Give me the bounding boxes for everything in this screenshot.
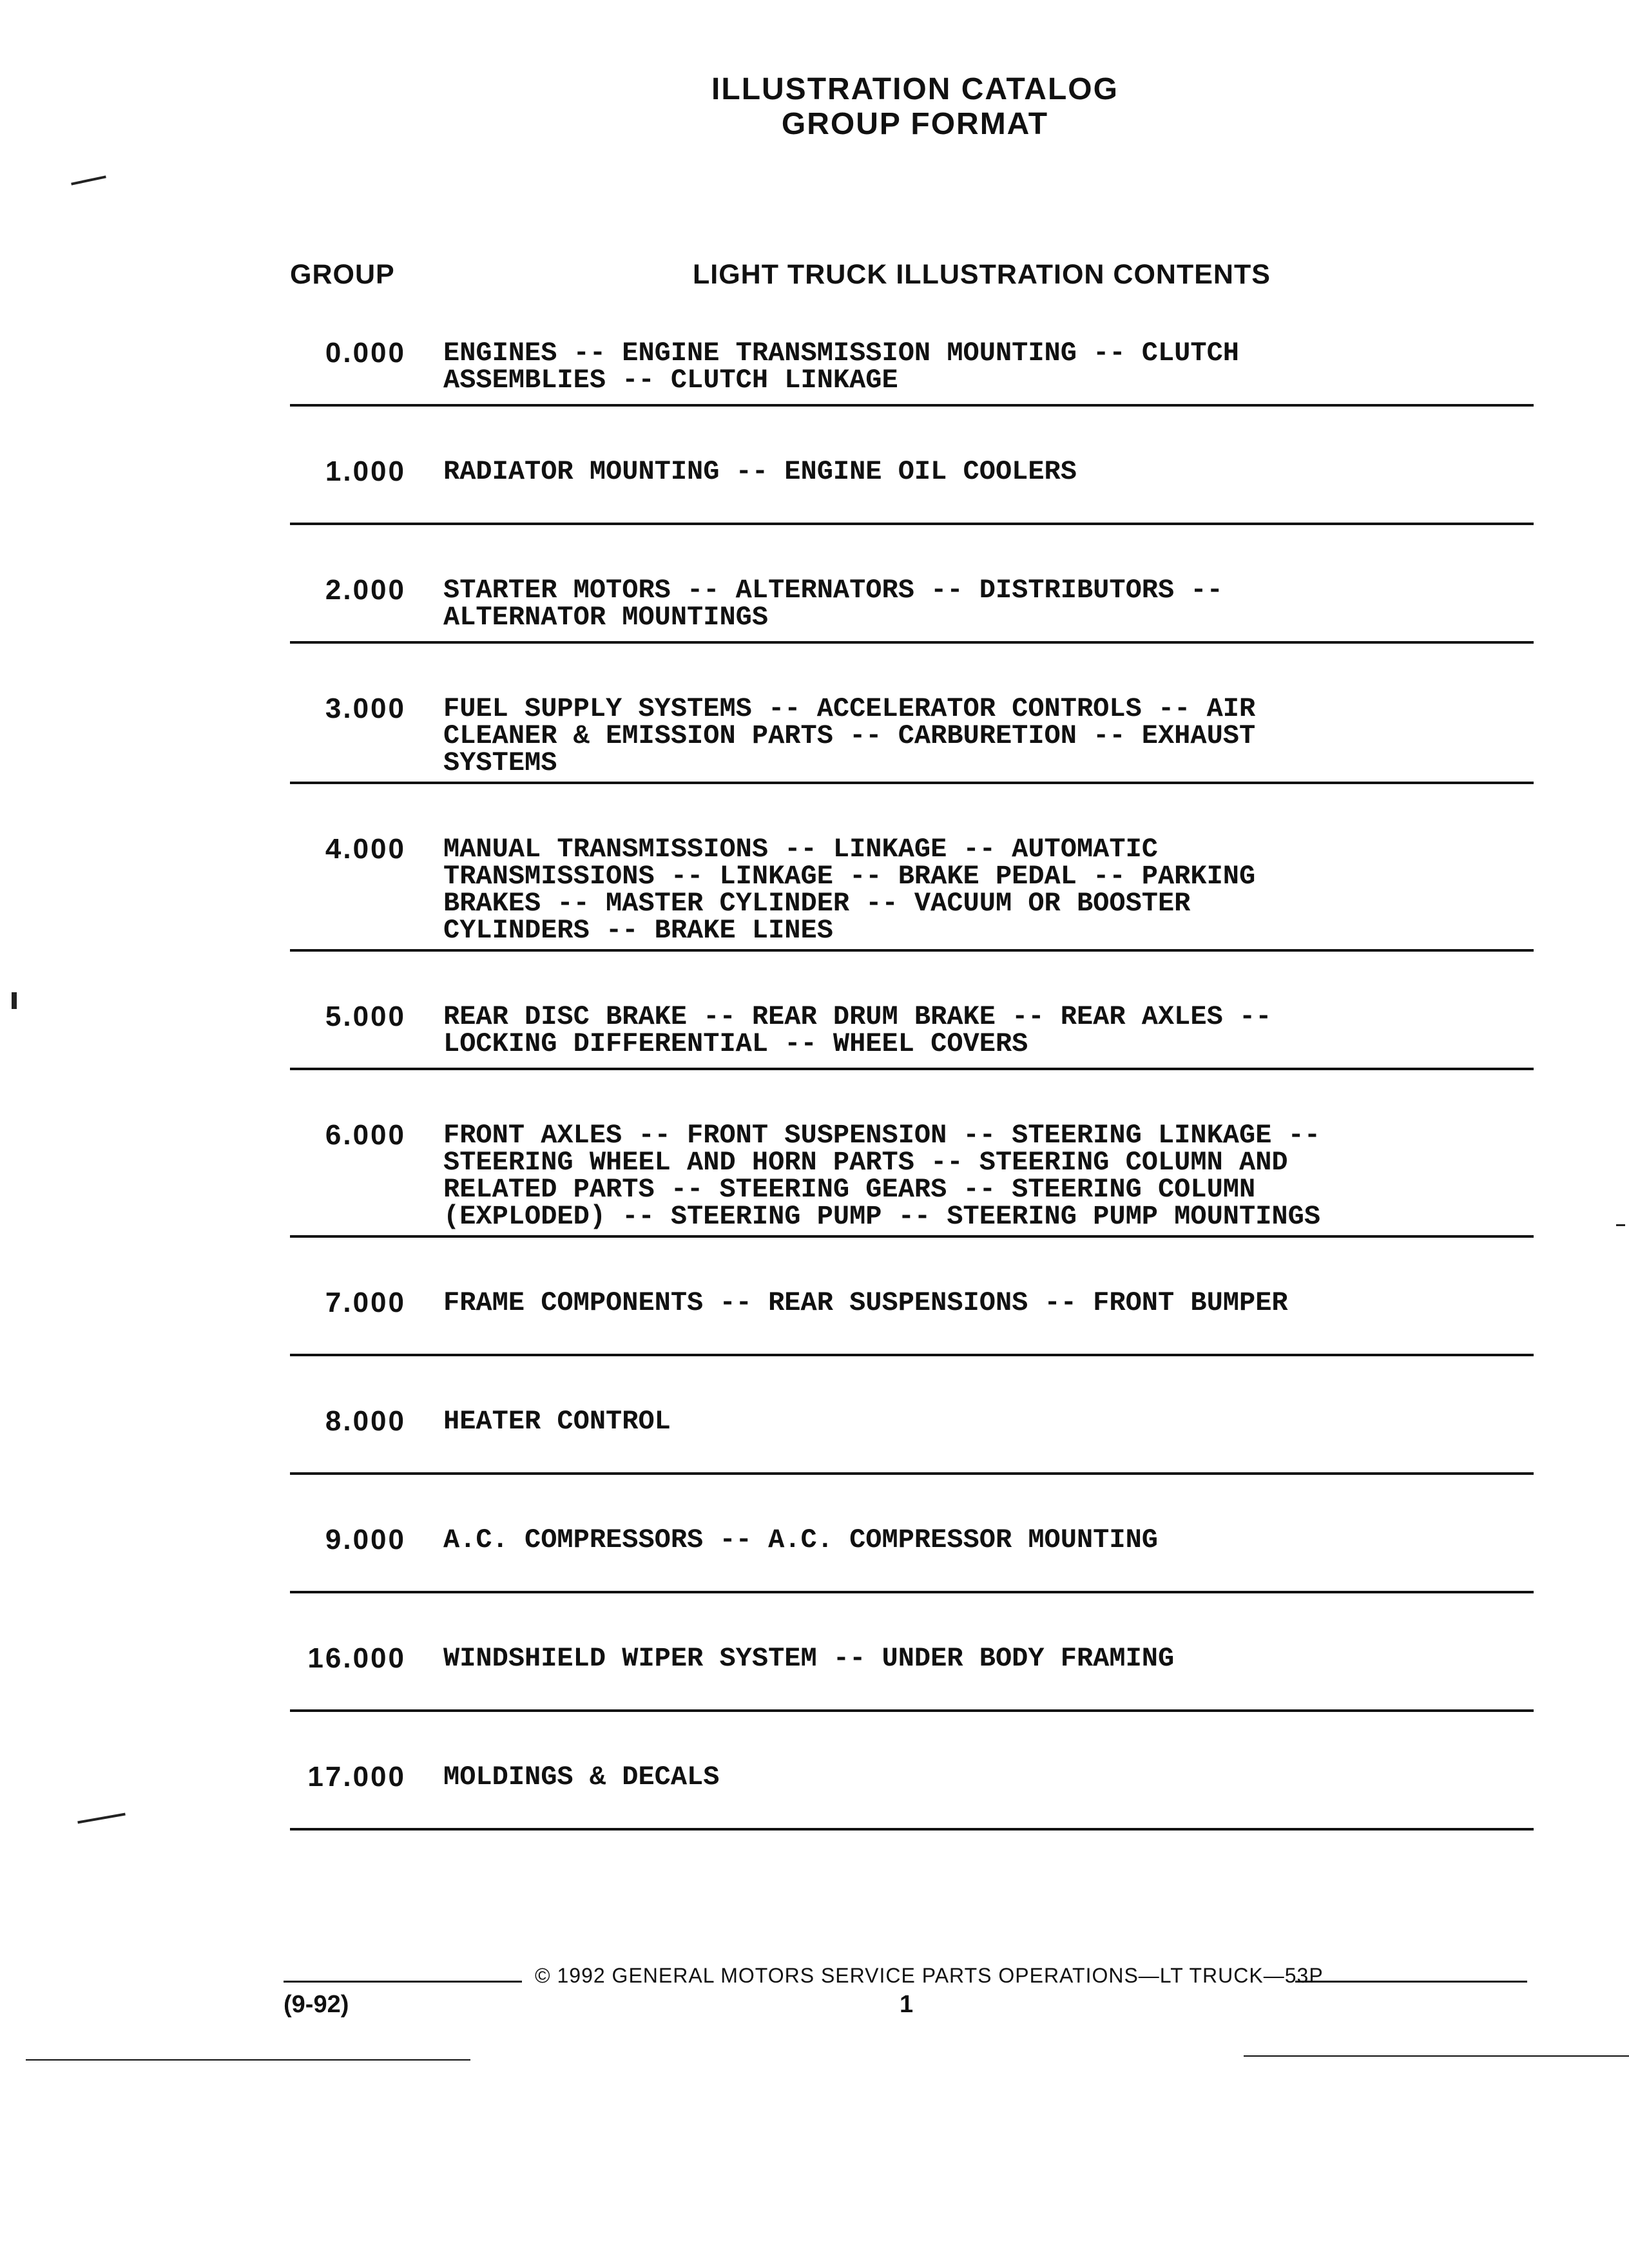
group-number: 8.000	[325, 1405, 406, 1437]
group-description	[443, 1526, 1534, 1553]
title-line-2: GROUP FORMAT	[781, 107, 1049, 141]
description-line: WINDSHIELD WIPER SYSTEM -- UNDER BODY FRAMING	[443, 1643, 1175, 1674]
group-contents-table	[290, 337, 1534, 1882]
description-line: TRANSMISSIONS -- LINKAGE -- BRAKE PEDAL -- PARKING	[443, 861, 1256, 892]
group-description	[443, 577, 1534, 631]
description-line: ALTERNATOR MOUNTINGS	[443, 602, 769, 633]
group-description	[443, 1289, 1534, 1316]
description-line: (EXPLODED) -- STEERING PUMP -- STEERING PUMP MOUNTINGS	[443, 1201, 1321, 1232]
description-line: STEERING WHEEL AND HORN PARTS -- STEERING COLUMN AND	[443, 1147, 1288, 1178]
description-line: MANUAL TRANSMISSIONS -- LINKAGE -- AUTOMATIC	[443, 834, 1158, 865]
group-description	[443, 695, 1534, 776]
copyright-notice: © 1992 GENERAL MOTORS SERVICE PARTS OPERATIONS—LT TRUCK—53P	[535, 1964, 1324, 1987]
table-row	[290, 1642, 1534, 1712]
group-description	[443, 340, 1534, 394]
group-number: 9.000	[325, 1524, 406, 1555]
description-line: CYLINDERS -- BRAKE LINES	[443, 915, 833, 946]
group-number: 17.000	[307, 1761, 406, 1792]
description-line: ENGINES -- ENGINE TRANSMISSION MOUNTING -- CLUTCH	[443, 338, 1240, 369]
description-line: CLEANER & EMISSION PARTS -- CARBURETION -- EXHAUST	[443, 720, 1256, 751]
group-number: 5.000	[325, 1001, 406, 1032]
description-line: RELATED PARTS -- STEERING GEARS -- STEERING COLUMN	[443, 1174, 1256, 1205]
table-row	[290, 833, 1534, 952]
description-line: REAR DISC BRAKE -- REAR DRUM BRAKE -- REAR AXLES --	[443, 1001, 1272, 1032]
bottom-rule-left	[26, 2059, 470, 2061]
group-description	[443, 458, 1534, 485]
description-line: ASSEMBLIES -- CLUTCH LINKAGE	[443, 365, 898, 396]
group-number: 4.000	[325, 833, 406, 865]
date-code: (9-92)	[284, 1991, 349, 2018]
table-row	[290, 1003, 1534, 1070]
page-number: 1	[900, 1991, 914, 2018]
group-description	[443, 1408, 1534, 1435]
scan-mark	[77, 1813, 126, 1824]
table-row	[290, 458, 1534, 525]
footer-rule-left	[284, 1981, 522, 1983]
table-row	[290, 695, 1534, 784]
group-column-header: GROUP	[290, 259, 395, 290]
group-description	[443, 1003, 1534, 1057]
description-line: MOLDINGS & DECALS	[443, 1762, 720, 1792]
table-row	[290, 1763, 1534, 1831]
description-line: HEATER CONTROL	[443, 1406, 671, 1437]
table-row	[290, 337, 1534, 407]
description-line: FUEL SUPPLY SYSTEMS -- ACCELERATOR CONTROLS -- AIR	[443, 693, 1256, 724]
bottom-rule-right	[1244, 2055, 1629, 2057]
group-number: 1.000	[325, 456, 406, 487]
description-line: FRAME COMPONENTS -- REAR SUSPENSIONS -- FRONT BUMPER	[443, 1287, 1288, 1318]
group-description	[443, 1763, 1534, 1791]
scan-mark	[1616, 1224, 1625, 1226]
table-row	[290, 1405, 1534, 1475]
scan-mark	[12, 992, 17, 1009]
table-row	[290, 1526, 1534, 1593]
table-row	[290, 1289, 1534, 1356]
group-description	[443, 836, 1534, 944]
group-number: 7.000	[325, 1287, 406, 1318]
table-row	[290, 574, 1534, 644]
description-line: RADIATOR MOUNTING -- ENGINE OIL COOLERS	[443, 456, 1077, 487]
description-line: STARTER MOTORS -- ALTERNATORS -- DISTRIBUTORS --	[443, 575, 1223, 606]
description-line: A.C. COMPRESSORS -- A.C. COMPRESSOR MOUNTING	[443, 1524, 1158, 1555]
group-number: 0.000	[325, 337, 406, 369]
group-number: 3.000	[325, 693, 406, 724]
contents-column-header: LIGHT TRUCK ILLUSTRATION CONTENTS	[693, 259, 1271, 290]
title-line-1: ILLUSTRATION CATALOG	[711, 72, 1119, 106]
group-description	[443, 1645, 1534, 1672]
description-line: BRAKES -- MASTER CYLINDER -- VACUUM OR BOOSTER	[443, 888, 1191, 919]
group-description	[443, 1122, 1534, 1230]
description-line: LOCKING DIFFERENTIAL -- WHEEL COVERS	[443, 1028, 1028, 1059]
group-number: 6.000	[325, 1119, 406, 1151]
group-number: 2.000	[325, 574, 406, 606]
description-line: SYSTEMS	[443, 747, 557, 778]
footer-rule-right	[1295, 1981, 1527, 1983]
group-number: 16.000	[307, 1642, 406, 1674]
description-line: FRONT AXLES -- FRONT SUSPENSION -- STEERING LINKAGE --	[443, 1120, 1321, 1151]
table-row	[290, 1119, 1534, 1238]
scan-mark	[71, 175, 106, 185]
page-title	[644, 72, 1186, 142]
